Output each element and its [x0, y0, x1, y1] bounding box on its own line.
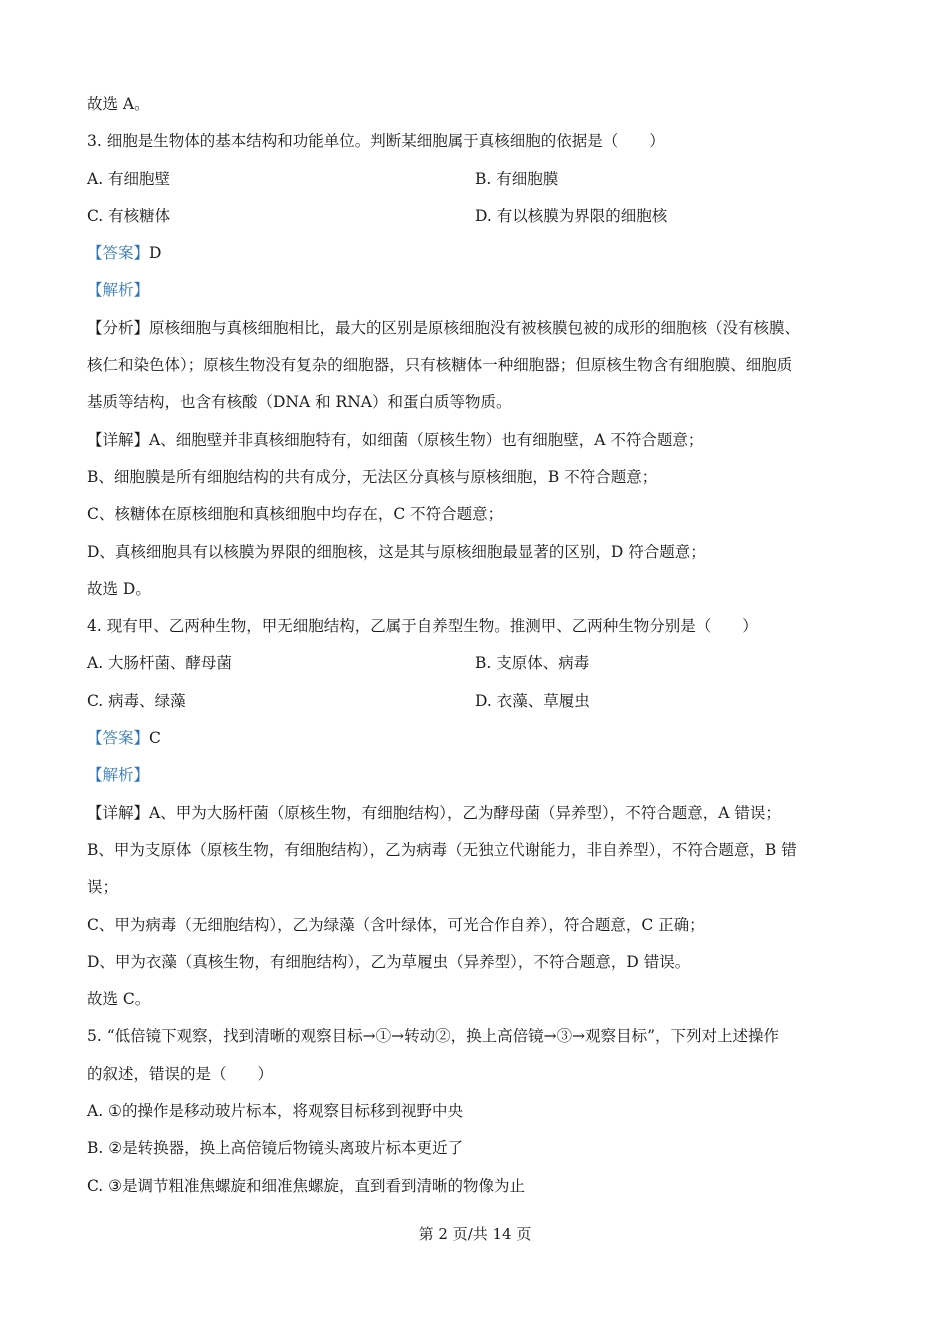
detail-text: A、甲为大肠杆菌（原核生物，有细胞结构），乙为酵母菌（异养型），不符合题意，A 错误；	[149, 803, 781, 822]
fenxi-text: 原核细胞与真核细胞相比，最大的区别是原核细胞没有被核膜包被的成形的细胞核（没有核膜、	[149, 318, 801, 337]
answer-value: D	[149, 244, 162, 263]
q4-detail-a	[87, 803, 877, 823]
q4-detail-b-1: B、甲为支原体（原核生物，有细胞结构），乙为病毒（无独立代谢能力，非自养型），不符合题意，B 错	[87, 840, 797, 859]
detail-tag: 【详解】	[87, 803, 150, 822]
q4-stem: 4. 现有甲、乙两种生物，甲无细胞结构，乙属于自养型生物。推测甲、乙两种生物分别是（ ）	[87, 617, 758, 636]
q3-fenxi-line-2: 核仁和染色体）；原核生物没有复杂的细胞器，只有核糖体一种细胞器；但原核生物含有细胞膜、细胞质	[87, 356, 793, 375]
answer-tag: 【答案】	[87, 729, 150, 748]
q4-detail-d: D、甲为衣藻（真核生物，有细胞结构），乙为草履虫（异养型），不符合题意，D 错误。	[87, 952, 691, 971]
q5-option-c: C. ③是调节粗准焦螺旋和细准焦螺旋，直到看到清晰的物像为止	[87, 1176, 526, 1195]
q3-detail-b: B、细胞膜是所有细胞结构的共有成分，无法区分真核与原核细胞，B 不符合题意；	[87, 467, 658, 486]
answer-tag: 【答案】	[87, 244, 150, 263]
fenxi-tag: 【分析】	[87, 318, 150, 337]
q3-answer	[87, 243, 877, 263]
answer-value: C	[149, 729, 161, 748]
q4-options-row-1	[87, 653, 877, 673]
q4-detail-c: C、甲为病毒（无细胞结构），乙为绿藻（含叶绿体，可光合作自养），符合题意，C 正确；	[87, 915, 705, 934]
q4-conclusion: 故选 C。	[87, 990, 151, 1009]
page-content	[87, 94, 877, 1213]
q4-detail-b-2: 误；	[87, 878, 119, 897]
q3-option-b: B. 有细胞膜	[475, 169, 559, 188]
prev-conclusion: 故选 A。	[87, 95, 150, 113]
q5-stem-1: 5. “低倍镜下观察，找到清晰的观察目标→①→转动②，换上高倍镜→③→观察目标”，下列对上述操作	[87, 1027, 780, 1046]
q4-options-row-2	[87, 691, 877, 711]
q3-option-a: A. 有细胞壁	[87, 169, 171, 188]
q3-detail-d: D、真核细胞具有以核膜为界限的细胞核，这是其与原核细胞最显著的区别，D 符合题意；	[87, 542, 706, 561]
q5-stem-2: 的叙述，错误的是（ ）	[87, 1064, 274, 1083]
analysis-tag: 【解析】	[87, 281, 150, 300]
q3-option-c: C. 有核糖体	[87, 206, 171, 225]
detail-tag: 【详解】	[87, 430, 150, 449]
q3-detail-a	[87, 430, 877, 450]
q3-fenxi-line-3: 基质等结构，也含有核酸（DNA 和 RNA）和蛋白质等物质。	[87, 393, 512, 412]
q3-analysis-heading	[87, 280, 877, 300]
q3-options-row-1	[87, 169, 877, 189]
q4-option-d: D. 衣藻、草履虫	[475, 691, 590, 710]
q4-answer	[87, 728, 877, 748]
q5-option-a: A. ①的操作是移动玻片标本，将观察目标移到视野中央	[87, 1102, 463, 1121]
analysis-tag: 【解析】	[87, 766, 150, 785]
detail-text: A、细胞壁并非真核细胞特有，如细菌（原核生物）也有细胞壁，A 不符合题意；	[149, 430, 704, 449]
q3-conclusion: 故选 D。	[87, 579, 151, 598]
q3-fenxi-line-1	[87, 318, 877, 338]
q5-option-b: B. ②是转换器，换上高倍镜后物镜头离玻片标本更近了	[87, 1139, 464, 1158]
q3-detail-c: C、核糖体在原核细胞和真核细胞中均存在，C 不符合题意；	[87, 505, 504, 524]
q3-option-d: D. 有以核膜为界限的细胞核	[475, 206, 668, 225]
q3-options-row-2	[87, 206, 877, 226]
q4-option-a: A. 大肠杆菌、酵母菌	[87, 654, 233, 673]
q4-option-b: B. 支原体、病毒	[475, 654, 590, 673]
page-number-footer: 第 2 页/共 14 页	[418, 1225, 532, 1243]
q3-stem: 3. 细胞是生物体的基本结构和功能单位。判断某细胞属于真核细胞的依据是（ ）	[87, 132, 665, 151]
q4-option-c: C. 病毒、绿藻	[87, 691, 186, 710]
q4-analysis-heading	[87, 765, 877, 785]
